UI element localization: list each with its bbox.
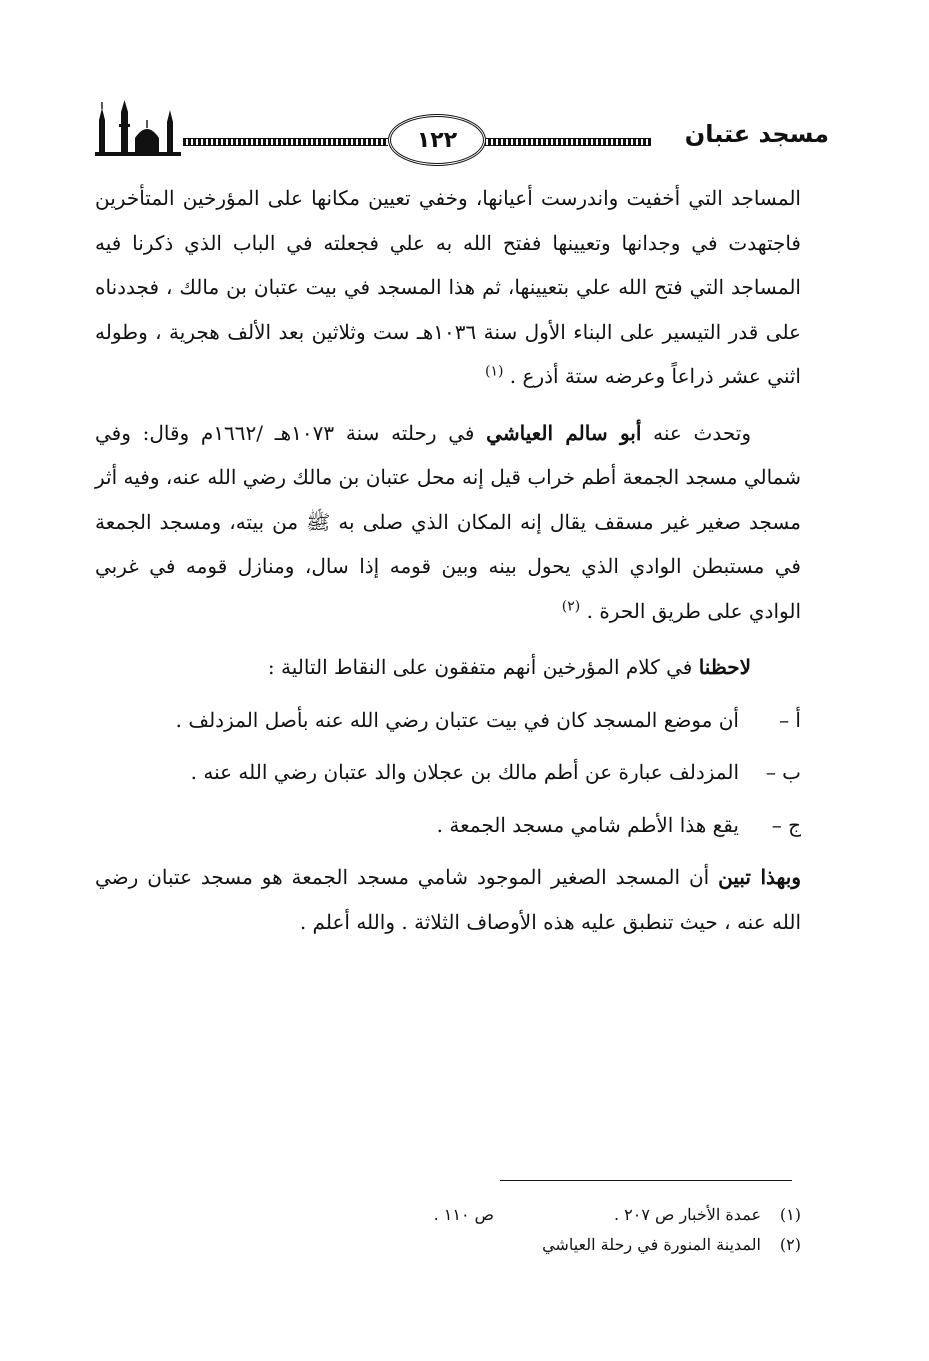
paragraph-4-lead: وبهذا تبين	[718, 865, 801, 889]
mosque-icon	[95, 98, 181, 160]
paragraph-1	[95, 176, 801, 399]
list-marker: أ –	[779, 707, 801, 732]
footnotes	[250, 1200, 801, 1260]
footnote-number: (٢)	[779, 1235, 801, 1254]
paragraph-3	[95, 645, 801, 690]
list-item	[95, 698, 801, 743]
paragraph-2	[95, 411, 801, 634]
footnote-text: عمدة الأخبار ص ٢٠٧ .	[613, 1205, 761, 1224]
page-header	[95, 98, 829, 164]
list-item	[95, 803, 801, 848]
header-rule-left	[183, 138, 388, 146]
list-text: المزدلف عبارة عن أطم مالك بن عجلان والد عتبان رضي الله عنه .	[190, 760, 739, 784]
footnote-text: المدينة المنورة في رحلة العياشي	[542, 1235, 761, 1254]
author-name: أبو سالم العياشي	[486, 420, 642, 445]
paragraph-1-text: المساجد التي أخفيت واندرست أعيانها، وخفي تعيين مكانها على المؤرخين المتأخرين فاجتهدت في وجدانها وتعيينها ففتح الله به علي فجعلته في الباب الذي ذكرنا فيه المساجد التي فتح الله علي بتعيينها، ثم هذا المسجد في بيت عتبان بن مالك ، فجددناه على قدر التيسير على البناء الأول سنة ١٠٣٦هـ ست وثلاثين بعد الألف هجرية ، وطوله اثني عشر ذراعاً وعرضه ستة أذرع .	[95, 186, 801, 388]
running-title: مسجد عتبان	[684, 120, 829, 148]
paragraph-2-rest: في رحلته سنة ١٠٧٣هـ /١٦٦٢م وقال: وفي شمالي مسجد الجمعة أطم خراب قيل إنه محل عتبان بن مالك رضي الله عنه، وفيه أثر مسجد صغير غير مسقف يقال إنه المكان الذي صلى به ﷺ من بيته، ومسجد الجمعة في مستبطن الوادي الذي يحول بينه وبين قومه إذا سال، ومنازل قومه في غربي الوادي على طريق الحرة .	[95, 420, 801, 623]
paragraph-3-lead: لاحظنا	[698, 655, 751, 679]
body-text	[95, 176, 801, 944]
list-text: أن موضع المسجد كان في بيت عتبان رضي الله عنه بأصل المزدلف .	[175, 707, 739, 732]
paragraph-2-start: وتحدث عنه	[641, 420, 752, 445]
page-number: ١٢٢	[388, 114, 486, 166]
list-item	[95, 750, 801, 795]
footnote-divider	[500, 1180, 792, 1181]
footnote-page: ص ١١٠ .	[433, 1205, 494, 1224]
footnote-1	[250, 1200, 801, 1230]
list-marker: ج –	[771, 812, 801, 837]
paragraph-3-rest: في كلام المؤرخين أنهم متفقون على النقاط التالية :	[267, 655, 699, 679]
footnote-ref-1: (١)	[484, 363, 504, 380]
paragraph-4-rest: أن المسجد الصغير الموجود شامي مسجد الجمعة هو مسجد عتبان رضي الله عنه ، حيث تنطبق عليه هذه الأوصاف الثلاثة . والله أعلم .	[95, 865, 801, 934]
footnote-2	[250, 1230, 801, 1260]
paragraph-4	[95, 855, 801, 944]
list-marker: ب –	[765, 760, 801, 784]
footnote-ref-2: (٢)	[561, 597, 581, 614]
points-list	[95, 698, 801, 848]
footnote-number: (١)	[779, 1205, 801, 1224]
list-text: يقع هذا الأطم شامي مسجد الجمعة .	[436, 812, 739, 837]
